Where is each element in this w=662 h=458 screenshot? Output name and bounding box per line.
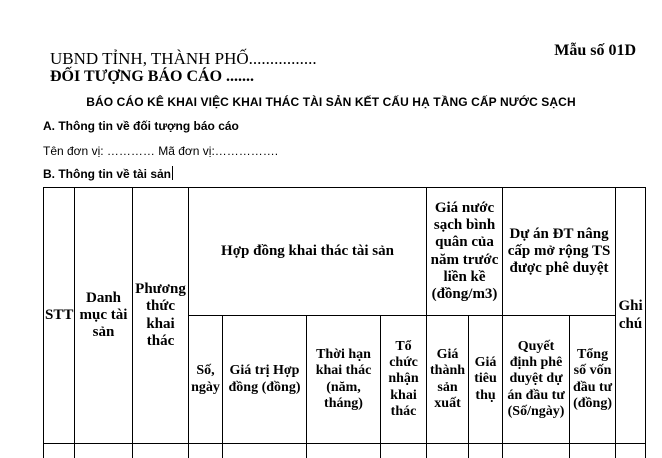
table-cell (469, 444, 503, 458)
header-notes: Ghi chú (616, 188, 646, 444)
table-cell (427, 444, 469, 458)
header-project-capital: Tổng số vốn đầu tư (đồng) (570, 316, 616, 444)
table-row (44, 444, 646, 458)
header-project-group: Dự án ĐT nâng cấp mở rộng TS được phê duyệt (503, 188, 616, 316)
header-project-decision: Quyết định phê duyệt dự án đầu tư (Số/ngày) (503, 316, 570, 444)
table-cell (75, 444, 133, 458)
table-cell (44, 444, 75, 458)
report-title: BÁO CÁO KÊ KHAI VIỆC KHAI THÁC TÀI SẢN KẾT CẤU HẠ TẦNG CẤP NƯỚC SẠCH (0, 95, 662, 109)
table-cell (223, 444, 307, 458)
table-cell (503, 444, 570, 458)
header-contract-group: Hợp đồng khai thác tài sản (189, 188, 427, 316)
header-price-consumption: Giá tiêu thụ (469, 316, 503, 444)
form-number: Mẫu số 01D (554, 42, 636, 60)
table-cell (381, 444, 427, 458)
org-line: UBND TỈNH, THÀNH PHỐ................ (50, 49, 317, 69)
table-cell (570, 444, 616, 458)
report-target: ĐỐI TƯỢNG BÁO CÁO ....... (50, 68, 254, 86)
section-b-heading[interactable] (43, 166, 173, 181)
table-cell (616, 444, 646, 458)
table-cell (189, 444, 223, 458)
section-a-heading: A. Thông tin về đối tượng báo cáo (43, 119, 239, 133)
header-contract-number: Số, ngày (189, 316, 223, 444)
table-cell (133, 444, 189, 458)
header-method: Phương thức khai thác (133, 188, 189, 444)
header-contract-value: Giá trị Hợp đồng (đồng) (223, 316, 307, 444)
asset-table (43, 187, 646, 458)
unit-line: Tên đơn vị: ………… Mã đơn vị:……………. (43, 144, 278, 158)
header-stt: STT (44, 188, 75, 444)
header-price-production: Giá thành sản xuất (427, 316, 469, 444)
header-asset-list: Danh mục tài sản (75, 188, 133, 444)
table-cell (307, 444, 381, 458)
text-cursor (172, 166, 173, 180)
header-contract-term: Thời hạn khai thác (năm, tháng) (307, 316, 381, 444)
section-b-text: B. Thông tin về tài sản (43, 167, 171, 181)
header-price-group: Giá nước sạch bình quân của năm trước liền kề (đồng/m3) (427, 188, 503, 316)
header-contract-org: Tổ chức nhận khai thác (381, 316, 427, 444)
